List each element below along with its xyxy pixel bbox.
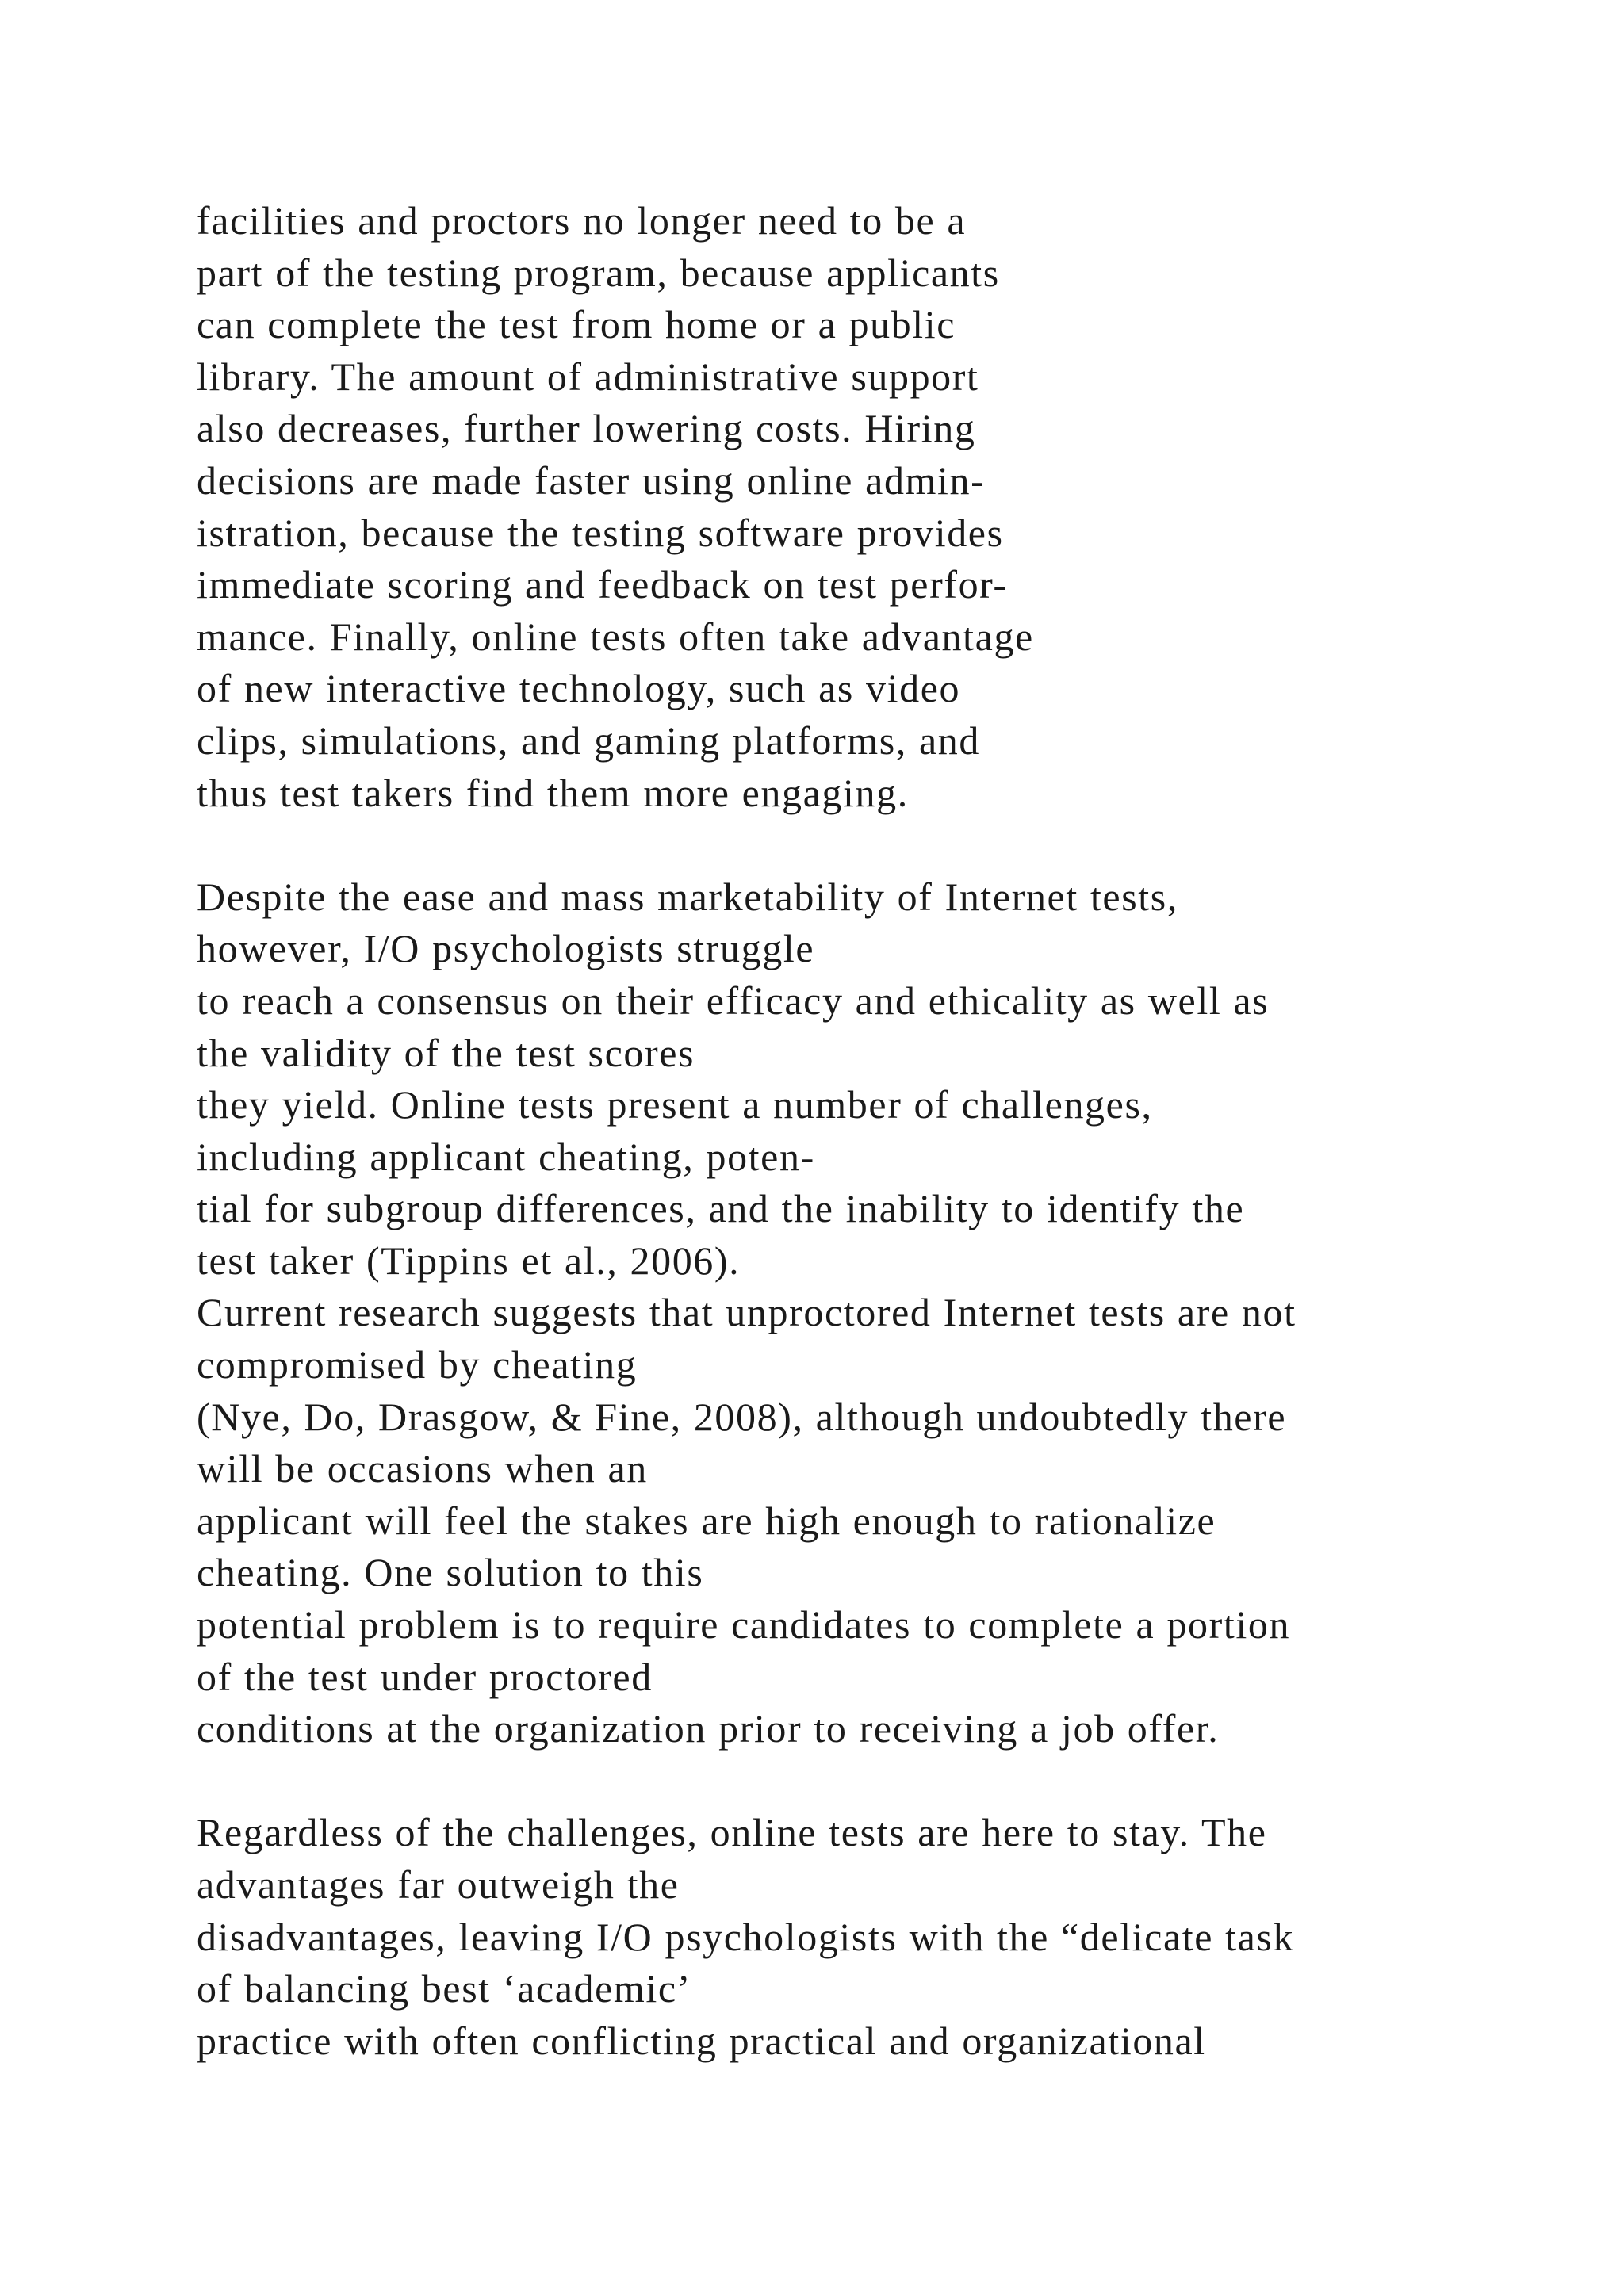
text-line: thus test takers find them more engaging. bbox=[197, 770, 909, 815]
text-line: part of the testing program, because applicants bbox=[197, 250, 1000, 295]
text-line: compromised by cheating bbox=[197, 1342, 638, 1387]
text-line: potential problem is to require candidates to complete a portion bbox=[197, 1602, 1291, 1647]
body-text bbox=[197, 195, 1592, 2067]
text-line: of new interactive technology, such as video bbox=[197, 666, 961, 711]
text-line: applicant will feel the stakes are high enough to rationalize bbox=[197, 1498, 1216, 1543]
text-line: of balancing best ‘academic’ bbox=[197, 1966, 691, 2011]
text-line: will be occasions when an bbox=[197, 1446, 648, 1491]
text-line: however, I/O psychologists struggle bbox=[197, 926, 815, 971]
text-line: advantages far outweigh the bbox=[197, 1862, 680, 1907]
text-line: test taker (Tippins et al., 2006). bbox=[197, 1238, 741, 1283]
text-line: tial for subgroup differences, and the inability to identify the bbox=[197, 1186, 1245, 1231]
text-line: also decreases, further lowering costs. Hiring bbox=[197, 406, 976, 451]
text-line: mance. Finally, online tests often take advantage bbox=[197, 614, 1034, 659]
text-line: disadvantages, leaving I/O psychologists with the “delicate task bbox=[197, 1914, 1295, 1959]
text-line: including applicant cheating, poten- bbox=[197, 1134, 815, 1179]
text-line: can complete the test from home or a public bbox=[197, 302, 956, 347]
text-line: Current research suggests that unproctored Internet tests are not bbox=[197, 1290, 1297, 1335]
text-line: (Nye, Do, Drasgow, & Fine, 2008), although undoubtedly there bbox=[197, 1394, 1287, 1439]
text-line: Despite the ease and mass marketability of Internet tests, bbox=[197, 874, 1178, 919]
text-line: immediate scoring and feedback on test perfor- bbox=[197, 562, 1008, 607]
text-line: the validity of the test scores bbox=[197, 1030, 695, 1075]
text-line: clips, simulations, and gaming platforms, and bbox=[197, 718, 980, 763]
paragraph-spacer bbox=[197, 1755, 1592, 1808]
paragraph-2 bbox=[197, 871, 1592, 1755]
paragraph-spacer bbox=[197, 819, 1592, 871]
text-line: cheating. One solution to this bbox=[197, 1550, 704, 1595]
text-line: istration, because the testing software provides bbox=[197, 510, 1004, 555]
text-line: conditions at the organization prior to receiving a job offer. bbox=[197, 1706, 1220, 1751]
text-line: they yield. Online tests present a number of challenges, bbox=[197, 1082, 1153, 1127]
text-line: facilities and proctors no longer need to be a bbox=[197, 198, 967, 243]
text-line: of the test under proctored bbox=[197, 1654, 653, 1699]
text-line: decisions are made faster using online admin- bbox=[197, 457, 986, 503]
text-line: library. The amount of administrative support bbox=[197, 354, 979, 399]
paragraph-1 bbox=[197, 195, 1592, 819]
text-line: to reach a consensus on their efficacy and ethicality as well as bbox=[197, 978, 1270, 1023]
text-line: Regardless of the challenges, online tests are here to stay. The bbox=[197, 1810, 1267, 1855]
text-line: practice with often conflicting practical and organizational bbox=[197, 2018, 1206, 2063]
paragraph-3 bbox=[197, 1807, 1592, 2067]
